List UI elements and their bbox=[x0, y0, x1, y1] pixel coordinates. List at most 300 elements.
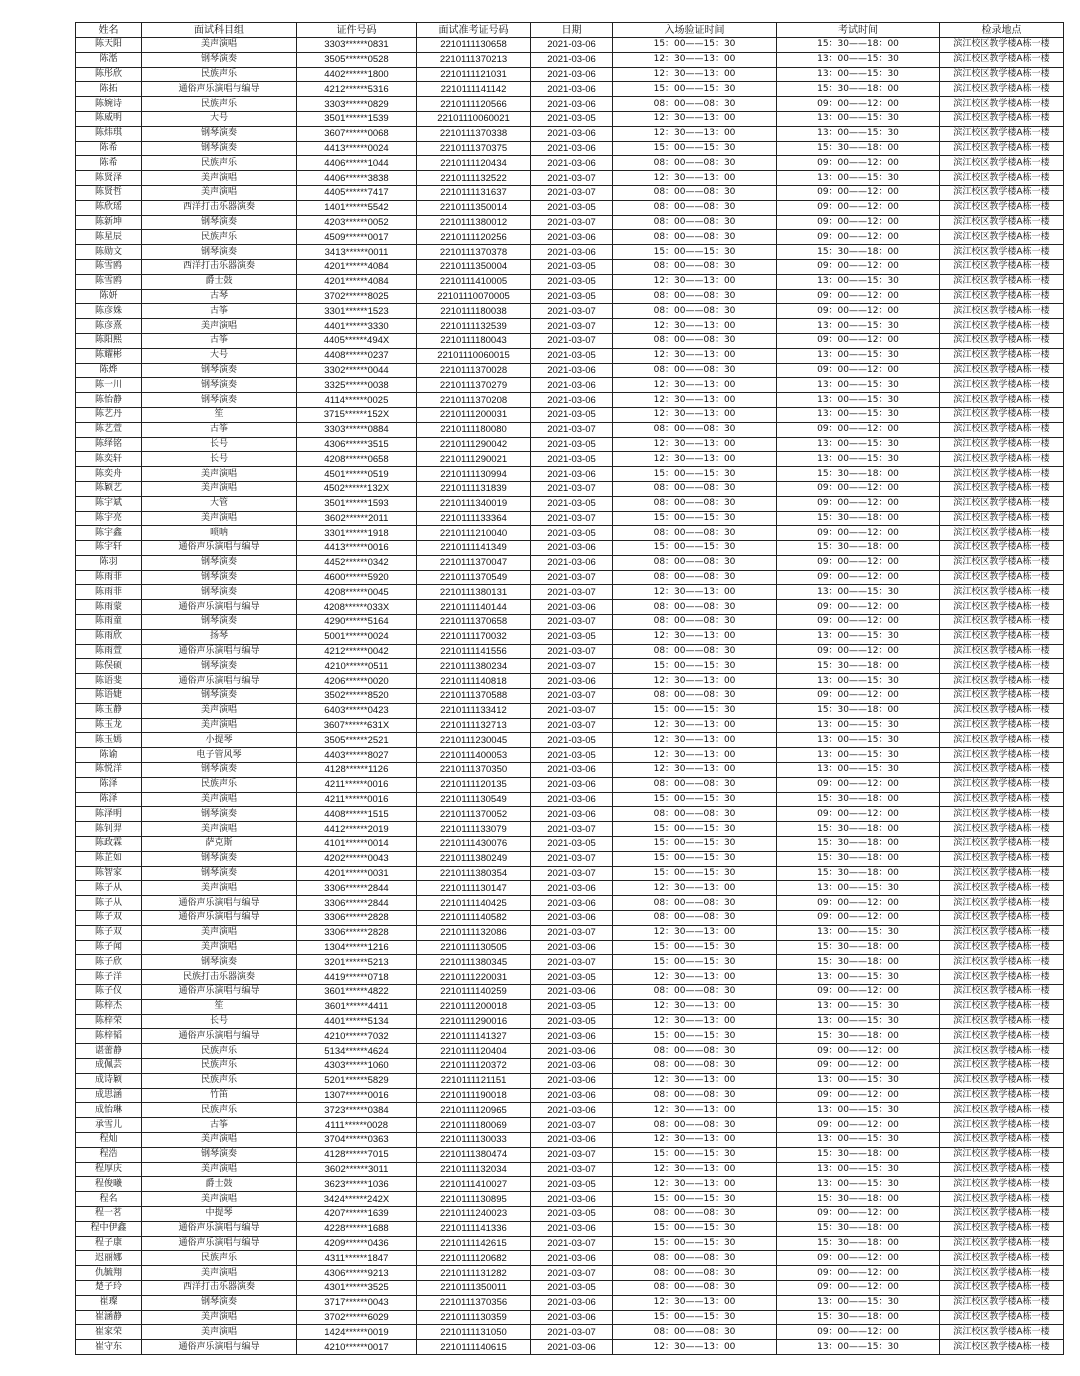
table-row bbox=[76, 171, 1064, 186]
location-cell: 滨江校区教学楼A栋一楼 bbox=[940, 792, 1064, 807]
checkin-time-cell: 15：00——15：30 bbox=[613, 141, 777, 156]
ticket-number-cell: 2210111380234 bbox=[417, 659, 531, 674]
exam-time-cell: 13：00——15：30 bbox=[777, 733, 940, 748]
location-cell: 滨江校区教学楼A栋一楼 bbox=[940, 97, 1064, 112]
table-row bbox=[76, 807, 1064, 822]
ticket-number-cell: 2210111380249 bbox=[417, 851, 531, 866]
checkin-time-cell: 12：30——13：00 bbox=[613, 1103, 777, 1118]
id-number-cell: 4306******9213 bbox=[297, 1266, 417, 1281]
name-cell: 陈智家 bbox=[76, 866, 142, 881]
location-cell: 滨江校区教学楼A栋一楼 bbox=[940, 1251, 1064, 1266]
ticket-number-cell: 2210111200018 bbox=[417, 999, 531, 1014]
exam-time-cell: 13：00——15：30 bbox=[777, 378, 940, 393]
id-number-cell: 3502******8520 bbox=[297, 689, 417, 704]
ticket-number-cell: 2210111120682 bbox=[417, 1251, 531, 1266]
table-row bbox=[76, 541, 1064, 556]
date-cell: 2021-03-06 bbox=[531, 67, 613, 82]
name-cell: 陈梓韬 bbox=[76, 1029, 142, 1044]
id-number-cell: 3601******4411 bbox=[297, 999, 417, 1014]
exam-time-cell: 09：00——12：00 bbox=[777, 185, 940, 200]
table-row bbox=[76, 555, 1064, 570]
subject-cell: 钢琴演奏 bbox=[142, 851, 297, 866]
location-cell: 滨江校区教学楼A栋一楼 bbox=[940, 452, 1064, 467]
name-cell: 陈梓荣 bbox=[76, 1014, 142, 1029]
id-number-cell: 4501******0519 bbox=[297, 467, 417, 482]
location-cell: 滨江校区教学楼A栋一楼 bbox=[940, 259, 1064, 274]
ticket-number-cell: 2210111121151 bbox=[417, 1073, 531, 1088]
id-number-cell: 4306******3515 bbox=[297, 437, 417, 452]
table-row bbox=[76, 348, 1064, 363]
date-cell: 2021-03-06 bbox=[531, 363, 613, 378]
table-body bbox=[76, 38, 1064, 1355]
exam-time-cell: 09：00——12：00 bbox=[777, 615, 940, 630]
name-cell: 陈颖艺 bbox=[76, 481, 142, 496]
ticket-number-cell: 2210111130147 bbox=[417, 881, 531, 896]
ticket-number-cell: 2210111142615 bbox=[417, 1236, 531, 1251]
table-row bbox=[76, 1029, 1064, 1044]
date-cell: 2021-03-06 bbox=[531, 881, 613, 896]
location-cell: 滨江校区教学楼A栋一楼 bbox=[940, 659, 1064, 674]
id-number-cell: 3505******0528 bbox=[297, 52, 417, 67]
location-cell: 滨江校区教学楼A栋一楼 bbox=[940, 1325, 1064, 1340]
header-checkin-time: 入场验证时间 bbox=[613, 23, 777, 38]
ticket-number-cell: 2210111370213 bbox=[417, 52, 531, 67]
checkin-time-cell: 12：30——13：00 bbox=[613, 763, 777, 778]
exam-time-cell: 09：00——12：00 bbox=[777, 200, 940, 215]
ticket-number-cell: 2210111120404 bbox=[417, 1044, 531, 1059]
ticket-number-cell: 2210111130895 bbox=[417, 1192, 531, 1207]
checkin-time-cell: 12：30——13：00 bbox=[613, 1162, 777, 1177]
table-row bbox=[76, 881, 1064, 896]
id-number-cell: 4405******494X bbox=[297, 333, 417, 348]
table-row bbox=[76, 1162, 1064, 1177]
subject-cell: 美声演唱 bbox=[142, 940, 297, 955]
subject-cell: 钢琴演奏 bbox=[142, 141, 297, 156]
name-cell: 陈政霖 bbox=[76, 837, 142, 852]
table-row bbox=[76, 245, 1064, 260]
name-cell: 程名 bbox=[76, 1192, 142, 1207]
name-cell: 陈希 bbox=[76, 141, 142, 156]
name-cell: 陈妍 bbox=[76, 289, 142, 304]
ticket-number-cell: 2210111380345 bbox=[417, 955, 531, 970]
checkin-time-cell: 08：00——08：30 bbox=[613, 807, 777, 822]
name-cell: 崔璨 bbox=[76, 1295, 142, 1310]
subject-cell: 扬琴 bbox=[142, 629, 297, 644]
exam-time-cell: 15：30——18：00 bbox=[777, 1310, 940, 1325]
table-row bbox=[76, 1251, 1064, 1266]
checkin-time-cell: 15：00——15：30 bbox=[613, 1310, 777, 1325]
table-row bbox=[76, 1014, 1064, 1029]
id-number-cell: 4201******4084 bbox=[297, 259, 417, 274]
name-cell: 陈拓 bbox=[76, 82, 142, 97]
table-row bbox=[76, 777, 1064, 792]
location-cell: 滨江校区教学楼A栋一楼 bbox=[940, 777, 1064, 792]
date-cell: 2021-03-05 bbox=[531, 733, 613, 748]
checkin-time-cell: 15：00——15：30 bbox=[613, 1221, 777, 1236]
ticket-number-cell: 2210111370047 bbox=[417, 555, 531, 570]
checkin-time-cell: 08：00——08：30 bbox=[613, 422, 777, 437]
location-cell: 滨江校区教学楼A栋一楼 bbox=[940, 851, 1064, 866]
table-row bbox=[76, 319, 1064, 334]
table-row bbox=[76, 659, 1064, 674]
checkin-time-cell: 08：00——08：30 bbox=[613, 1206, 777, 1221]
checkin-time-cell: 08：00——08：30 bbox=[613, 911, 777, 926]
date-cell: 2021-03-05 bbox=[531, 348, 613, 363]
name-cell: 陈希 bbox=[76, 156, 142, 171]
name-cell: 陈子洋 bbox=[76, 970, 142, 985]
subject-cell: 钢琴演奏 bbox=[142, 52, 297, 67]
ticket-number-cell: 2210111130359 bbox=[417, 1310, 531, 1325]
exam-time-cell: 13：00——15：30 bbox=[777, 1340, 940, 1355]
exam-time-cell: 09：00——12：00 bbox=[777, 1044, 940, 1059]
exam-time-cell: 09：00——12：00 bbox=[777, 1251, 940, 1266]
id-number-cell: 3325******0038 bbox=[297, 378, 417, 393]
checkin-time-cell: 08：00——08：30 bbox=[613, 289, 777, 304]
name-cell: 陈艺萱 bbox=[76, 422, 142, 437]
checkin-time-cell: 12：30——13：00 bbox=[613, 407, 777, 422]
exam-time-cell: 09：00——12：00 bbox=[777, 1058, 940, 1073]
checkin-time-cell: 15：00——15：30 bbox=[613, 851, 777, 866]
table-row bbox=[76, 378, 1064, 393]
ticket-number-cell: 2210111180080 bbox=[417, 422, 531, 437]
ticket-number-cell: 2210111140259 bbox=[417, 985, 531, 1000]
subject-cell: 钢琴演奏 bbox=[142, 955, 297, 970]
subject-cell: 民族声乐 bbox=[142, 67, 297, 82]
exam-time-cell: 13：00——15：30 bbox=[777, 407, 940, 422]
ticket-number-cell: 2210111350011 bbox=[417, 1280, 531, 1295]
ticket-number-cell: 2210111120372 bbox=[417, 1058, 531, 1073]
date-cell: 2021-03-06 bbox=[531, 141, 613, 156]
location-cell: 滨江校区教学楼A栋一楼 bbox=[940, 1221, 1064, 1236]
id-number-cell: 4114******0025 bbox=[297, 393, 417, 408]
id-number-cell: 4452******0342 bbox=[297, 555, 417, 570]
exam-time-cell: 15：30——18：00 bbox=[777, 467, 940, 482]
subject-cell: 古筝 bbox=[142, 333, 297, 348]
name-cell: 陈羽 bbox=[76, 555, 142, 570]
ticket-number-cell: 2210111370356 bbox=[417, 1295, 531, 1310]
date-cell: 2021-03-07 bbox=[531, 1236, 613, 1251]
ticket-number-cell: 2210111141336 bbox=[417, 1221, 531, 1236]
id-number-cell: 4209******0436 bbox=[297, 1236, 417, 1251]
table-row bbox=[76, 585, 1064, 600]
table-row bbox=[76, 1206, 1064, 1221]
name-cell: 陈语斐 bbox=[76, 674, 142, 689]
subject-cell: 通俗声乐演唱与编导 bbox=[142, 985, 297, 1000]
exam-time-cell: 15：30——18：00 bbox=[777, 837, 940, 852]
name-cell: 陈宇斌 bbox=[76, 496, 142, 511]
location-cell: 滨江校区教学楼A栋一楼 bbox=[940, 985, 1064, 1000]
name-cell: 陈泽 bbox=[76, 777, 142, 792]
checkin-time-cell: 15：00——15：30 bbox=[613, 1192, 777, 1207]
name-cell: 陈绎铭 bbox=[76, 437, 142, 452]
ticket-number-cell: 2210111180043 bbox=[417, 333, 531, 348]
checkin-time-cell: 15：00——15：30 bbox=[613, 467, 777, 482]
id-number-cell: 4402******1800 bbox=[297, 67, 417, 82]
exam-time-cell: 13：00——15：30 bbox=[777, 52, 940, 67]
date-cell: 2021-03-07 bbox=[531, 718, 613, 733]
id-number-cell: 3306******2844 bbox=[297, 896, 417, 911]
location-cell: 滨江校区教学楼A栋一楼 bbox=[940, 955, 1064, 970]
exam-time-cell: 15：30——18：00 bbox=[777, 1192, 940, 1207]
checkin-time-cell: 12：30——13：00 bbox=[613, 378, 777, 393]
date-cell: 2021-03-05 bbox=[531, 999, 613, 1014]
exam-time-cell: 15：30——18：00 bbox=[777, 851, 940, 866]
exam-time-cell: 13：00——15：30 bbox=[777, 1295, 940, 1310]
location-cell: 滨江校区教学楼A栋一楼 bbox=[940, 674, 1064, 689]
date-cell: 2021-03-06 bbox=[531, 1058, 613, 1073]
checkin-time-cell: 08：00——08：30 bbox=[613, 777, 777, 792]
date-cell: 2021-03-07 bbox=[531, 1147, 613, 1162]
name-cell: 陈宇鑫 bbox=[76, 526, 142, 541]
location-cell: 滨江校区教学楼A栋一楼 bbox=[940, 496, 1064, 511]
table-row bbox=[76, 437, 1064, 452]
id-number-cell: 5201******5829 bbox=[297, 1073, 417, 1088]
table-row bbox=[76, 1058, 1064, 1073]
ticket-number-cell: 2210111120566 bbox=[417, 97, 531, 112]
ticket-number-cell: 2210111350014 bbox=[417, 200, 531, 215]
id-number-cell: 4212******0042 bbox=[297, 644, 417, 659]
checkin-time-cell: 08：00——08：30 bbox=[613, 1058, 777, 1073]
name-cell: 陈子仪 bbox=[76, 985, 142, 1000]
subject-cell: 美声演唱 bbox=[142, 481, 297, 496]
checkin-time-cell: 12：30——13：00 bbox=[613, 1295, 777, 1310]
subject-cell: 通俗声乐演唱与编导 bbox=[142, 1236, 297, 1251]
ticket-number-cell: 2210111130505 bbox=[417, 940, 531, 955]
checkin-time-cell: 08：00——08：30 bbox=[613, 570, 777, 585]
exam-time-cell: 15：30——18：00 bbox=[777, 792, 940, 807]
date-cell: 2021-03-07 bbox=[531, 851, 613, 866]
id-number-cell: 4111******0028 bbox=[297, 1118, 417, 1133]
date-cell: 2021-03-07 bbox=[531, 585, 613, 600]
date-cell: 2021-03-05 bbox=[531, 1280, 613, 1295]
name-cell: 陈泽 bbox=[76, 792, 142, 807]
ticket-number-cell: 2210111380354 bbox=[417, 866, 531, 881]
name-cell: 成思涵 bbox=[76, 1088, 142, 1103]
name-cell: 陈悦洋 bbox=[76, 763, 142, 778]
id-number-cell: 4210******0511 bbox=[297, 659, 417, 674]
exam-schedule-sheet bbox=[75, 22, 1050, 1355]
name-cell: 陈威明 bbox=[76, 111, 142, 126]
ticket-number-cell: 2210111400053 bbox=[417, 748, 531, 763]
table-row bbox=[76, 1073, 1064, 1088]
location-cell: 滨江校区教学楼A栋一楼 bbox=[940, 1073, 1064, 1088]
date-cell: 2021-03-06 bbox=[531, 1310, 613, 1325]
name-cell: 陈谕 bbox=[76, 748, 142, 763]
date-cell: 2021-03-05 bbox=[531, 289, 613, 304]
location-cell: 滨江校区教学楼A栋一楼 bbox=[940, 1147, 1064, 1162]
ticket-number-cell: 2210111180038 bbox=[417, 304, 531, 319]
name-cell: 陈宇亮 bbox=[76, 511, 142, 526]
subject-cell: 钢琴演奏 bbox=[142, 126, 297, 141]
ticket-number-cell: 2210111130033 bbox=[417, 1132, 531, 1147]
subject-cell: 美声演唱 bbox=[142, 467, 297, 482]
id-number-cell: 4101******0014 bbox=[297, 837, 417, 852]
subject-cell: 唢呐 bbox=[142, 526, 297, 541]
checkin-time-cell: 12：30——13：00 bbox=[613, 67, 777, 82]
name-cell: 陈勋文 bbox=[76, 245, 142, 260]
checkin-time-cell: 08：00——08：30 bbox=[613, 259, 777, 274]
header-row bbox=[76, 23, 1064, 38]
id-number-cell: 4401******5134 bbox=[297, 1014, 417, 1029]
exam-time-cell: 15：30——18：00 bbox=[777, 1236, 940, 1251]
name-cell: 陈雪鸥 bbox=[76, 274, 142, 289]
ticket-number-cell: 2210111190018 bbox=[417, 1088, 531, 1103]
table-row bbox=[76, 970, 1064, 985]
table-row bbox=[76, 38, 1064, 53]
id-number-cell: 3303******0829 bbox=[297, 97, 417, 112]
name-cell: 崔涵静 bbox=[76, 1310, 142, 1325]
ticket-number-cell: 2210111141142 bbox=[417, 82, 531, 97]
ticket-number-cell: 2210111370378 bbox=[417, 245, 531, 260]
checkin-time-cell: 08：00——08：30 bbox=[613, 1251, 777, 1266]
subject-cell: 古筝 bbox=[142, 1118, 297, 1133]
id-number-cell: 4408******1515 bbox=[297, 807, 417, 822]
subject-cell: 通俗声乐演唱与编导 bbox=[142, 1029, 297, 1044]
id-number-cell: 4212******5316 bbox=[297, 82, 417, 97]
date-cell: 2021-03-05 bbox=[531, 1206, 613, 1221]
name-cell: 陈语婕 bbox=[76, 689, 142, 704]
checkin-time-cell: 12：30——13：00 bbox=[613, 171, 777, 186]
checkin-time-cell: 08：00——08：30 bbox=[613, 1118, 777, 1133]
name-cell: 陈泽明 bbox=[76, 807, 142, 822]
id-number-cell: 4413******0016 bbox=[297, 541, 417, 556]
checkin-time-cell: 15：00——15：30 bbox=[613, 541, 777, 556]
name-cell: 仇毓翔 bbox=[76, 1266, 142, 1281]
location-cell: 滨江校区教学楼A栋一楼 bbox=[940, 363, 1064, 378]
location-cell: 滨江校区教学楼A栋一楼 bbox=[940, 866, 1064, 881]
ticket-number-cell: 2210111132034 bbox=[417, 1162, 531, 1177]
exam-time-cell: 13：00——15：30 bbox=[777, 585, 940, 600]
name-cell: 陈炜琪 bbox=[76, 126, 142, 141]
id-number-cell: 4210******7032 bbox=[297, 1029, 417, 1044]
date-cell: 2021-03-06 bbox=[531, 1044, 613, 1059]
date-cell: 2021-03-06 bbox=[531, 1103, 613, 1118]
date-cell: 2021-03-07 bbox=[531, 644, 613, 659]
ticket-number-cell: 2210111380012 bbox=[417, 215, 531, 230]
ticket-number-cell: 2210111370658 bbox=[417, 615, 531, 630]
id-number-cell: 4403******8027 bbox=[297, 748, 417, 763]
exam-time-cell: 15：30——18：00 bbox=[777, 1221, 940, 1236]
exam-time-cell: 09：00——12：00 bbox=[777, 230, 940, 245]
date-cell: 2021-03-06 bbox=[531, 1088, 613, 1103]
location-cell: 滨江校区教学楼A栋一楼 bbox=[940, 215, 1064, 230]
subject-cell: 长号 bbox=[142, 437, 297, 452]
ticket-number-cell: 22101110060015 bbox=[417, 348, 531, 363]
date-cell: 2021-03-06 bbox=[531, 1340, 613, 1355]
exam-time-cell: 15：30——18：00 bbox=[777, 703, 940, 718]
table-row bbox=[76, 333, 1064, 348]
ticket-number-cell: 2210111141327 bbox=[417, 1029, 531, 1044]
location-cell: 滨江校区教学楼A栋一楼 bbox=[940, 837, 1064, 852]
subject-cell: 萨克斯 bbox=[142, 837, 297, 852]
location-cell: 滨江校区教学楼A栋一楼 bbox=[940, 1295, 1064, 1310]
table-row bbox=[76, 1295, 1064, 1310]
name-cell: 陈玉龙 bbox=[76, 718, 142, 733]
ticket-number-cell: 2210111120434 bbox=[417, 156, 531, 171]
name-cell: 陈子双 bbox=[76, 925, 142, 940]
date-cell: 2021-03-05 bbox=[531, 496, 613, 511]
table-row bbox=[76, 452, 1064, 467]
ticket-number-cell: 2210111141556 bbox=[417, 644, 531, 659]
ticket-number-cell: 2210111370350 bbox=[417, 763, 531, 778]
id-number-cell: 3303******0884 bbox=[297, 422, 417, 437]
subject-cell: 通俗声乐演唱与编导 bbox=[142, 600, 297, 615]
subject-cell: 通俗声乐演唱与编导 bbox=[142, 1221, 297, 1236]
id-number-cell: 3501******1593 bbox=[297, 496, 417, 511]
table-row bbox=[76, 289, 1064, 304]
id-number-cell: 4509******0017 bbox=[297, 230, 417, 245]
location-cell: 滨江校区教学楼A栋一楼 bbox=[940, 511, 1064, 526]
ticket-number-cell: 2210111380474 bbox=[417, 1147, 531, 1162]
subject-cell: 通俗声乐演唱与编导 bbox=[142, 1340, 297, 1355]
subject-cell: 美声演唱 bbox=[142, 185, 297, 200]
table-row bbox=[76, 600, 1064, 615]
name-cell: 陈子双 bbox=[76, 911, 142, 926]
ticket-number-cell: 2210111410005 bbox=[417, 274, 531, 289]
exam-time-cell: 09：00——12：00 bbox=[777, 422, 940, 437]
date-cell: 2021-03-06 bbox=[531, 940, 613, 955]
table-row bbox=[76, 1221, 1064, 1236]
id-number-cell: 3302******0044 bbox=[297, 363, 417, 378]
exam-time-cell: 13：00——15：30 bbox=[777, 319, 940, 334]
ticket-number-cell: 2210111130658 bbox=[417, 38, 531, 53]
exam-time-cell: 09：00——12：00 bbox=[777, 215, 940, 230]
exam-time-cell: 09：00——12：00 bbox=[777, 1280, 940, 1295]
exam-time-cell: 09：00——12：00 bbox=[777, 689, 940, 704]
table-row bbox=[76, 1310, 1064, 1325]
checkin-time-cell: 08：00——08：30 bbox=[613, 1325, 777, 1340]
id-number-cell: 4211******0016 bbox=[297, 792, 417, 807]
exam-time-cell: 09：00——12：00 bbox=[777, 896, 940, 911]
name-cell: 陈子闻 bbox=[76, 940, 142, 955]
checkin-time-cell: 08：00——08：30 bbox=[613, 526, 777, 541]
location-cell: 滨江校区教学楼A栋一楼 bbox=[940, 1280, 1064, 1295]
subject-cell: 电子管风琴 bbox=[142, 748, 297, 763]
ticket-number-cell: 2210111132086 bbox=[417, 925, 531, 940]
location-cell: 滨江校区教学楼A栋一楼 bbox=[940, 644, 1064, 659]
checkin-time-cell: 15：00——15：30 bbox=[613, 1029, 777, 1044]
ticket-number-cell: 2210111370588 bbox=[417, 689, 531, 704]
date-cell: 2021-03-05 bbox=[531, 111, 613, 126]
ticket-number-cell: 2210111370279 bbox=[417, 378, 531, 393]
date-cell: 2021-03-07 bbox=[531, 689, 613, 704]
checkin-time-cell: 15：00——15：30 bbox=[613, 955, 777, 970]
ticket-number-cell: 2210111410027 bbox=[417, 1177, 531, 1192]
location-cell: 滨江校区教学楼A栋一楼 bbox=[940, 703, 1064, 718]
table-row bbox=[76, 407, 1064, 422]
ticket-number-cell: 2210111220031 bbox=[417, 970, 531, 985]
ticket-number-cell: 22101110060021 bbox=[417, 111, 531, 126]
ticket-number-cell: 2210111130994 bbox=[417, 467, 531, 482]
name-cell: 成佩芸 bbox=[76, 1058, 142, 1073]
date-cell: 2021-03-07 bbox=[531, 1325, 613, 1340]
name-cell: 崔守东 bbox=[76, 1340, 142, 1355]
checkin-time-cell: 12：30——13：00 bbox=[613, 629, 777, 644]
table-row bbox=[76, 1236, 1064, 1251]
exam-time-cell: 15：30——18：00 bbox=[777, 822, 940, 837]
exam-time-cell: 13：00——15：30 bbox=[777, 629, 940, 644]
exam-time-cell: 13：00——15：30 bbox=[777, 452, 940, 467]
checkin-time-cell: 12：30——13：00 bbox=[613, 718, 777, 733]
date-cell: 2021-03-07 bbox=[531, 955, 613, 970]
table-row bbox=[76, 999, 1064, 1014]
location-cell: 滨江校区教学楼A栋一楼 bbox=[940, 393, 1064, 408]
id-number-cell: 4210******0017 bbox=[297, 1340, 417, 1355]
table-row bbox=[76, 1132, 1064, 1147]
subject-cell: 钢琴演奏 bbox=[142, 1147, 297, 1162]
exam-time-cell: 13：00——15：30 bbox=[777, 111, 940, 126]
checkin-time-cell: 08：00——08：30 bbox=[613, 156, 777, 171]
